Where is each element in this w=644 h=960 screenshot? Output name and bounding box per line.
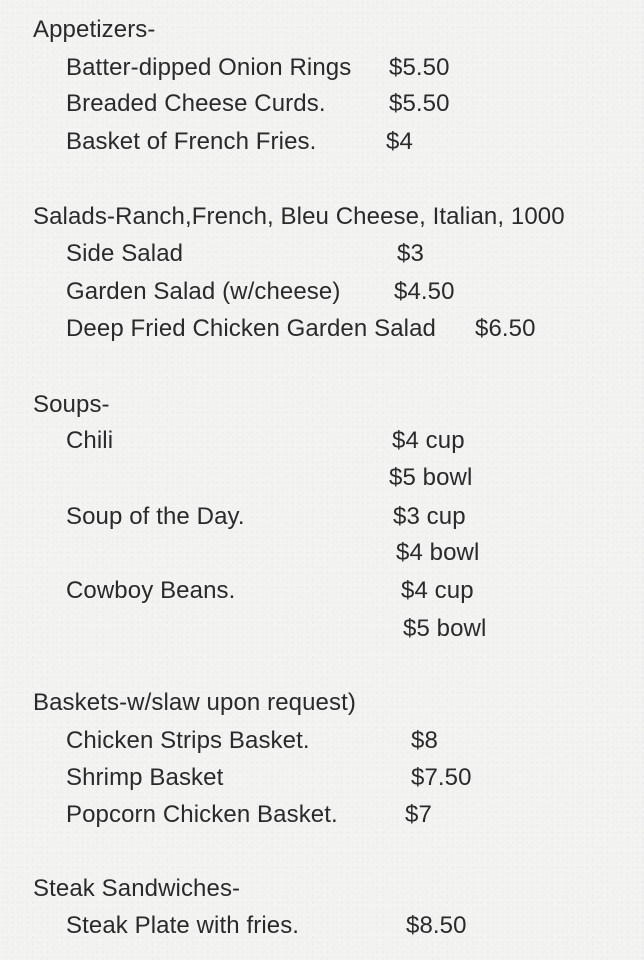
menu-item-name: Garden Salad (w/cheese) (66, 278, 341, 305)
menu-item-name: Shrimp Basket (66, 764, 224, 791)
menu-item-price-cup: $4 cup (401, 577, 474, 604)
menu-item-price-bowl: $4 bowl (396, 539, 480, 566)
menu-item-price: $5.50 (389, 54, 450, 81)
section-heading-salads: Salads-Ranch,French, Bleu Cheese, Italian, 1000 (33, 203, 565, 230)
menu-item-price: $7 (405, 801, 432, 828)
menu-item-price: $7.50 (411, 764, 472, 791)
menu-item-price: $4.50 (394, 278, 455, 305)
menu-item-name: Deep Fried Chicken Garden Salad (66, 315, 436, 342)
menu-item-name: Breaded Cheese Curds. (66, 90, 326, 117)
menu-item-price: $4 (386, 128, 413, 155)
section-heading-soups: Soups- (33, 391, 110, 418)
menu-item-price-bowl: $5 bowl (403, 615, 487, 642)
menu-item-price: $3 (397, 240, 424, 267)
menu-item-price-cup: $4 cup (392, 427, 465, 454)
menu-item-name: Side Salad (66, 240, 184, 267)
menu-item-name: Batter-dipped Onion Rings (66, 54, 352, 81)
menu-item-name: Basket of French Fries. (66, 128, 317, 155)
menu-item-price-bowl: $5 bowl (389, 464, 473, 491)
section-heading-appetizers: Appetizers- (33, 16, 156, 43)
menu-item-name: Soup of the Day. (66, 503, 245, 530)
menu-item-price-cup: $3 cup (393, 503, 466, 530)
menu-item-name: Popcorn Chicken Basket. (66, 801, 338, 828)
menu-item-price: $8 (411, 727, 438, 754)
menu-item-name: Chicken Strips Basket. (66, 727, 310, 754)
menu-item-price: $5.50 (389, 90, 450, 117)
menu-item-price: $8.50 (406, 912, 467, 939)
menu-item-price: $6.50 (475, 315, 536, 342)
menu-item-name: Chili (66, 427, 114, 454)
section-heading-baskets: Baskets-w/slaw upon request) (33, 689, 356, 716)
menu-item-name: Cowboy Beans. (66, 577, 236, 604)
menu-item-name: Steak Plate with fries. (66, 912, 300, 939)
section-heading-steak-sandwiches: Steak Sandwiches- (33, 875, 241, 902)
